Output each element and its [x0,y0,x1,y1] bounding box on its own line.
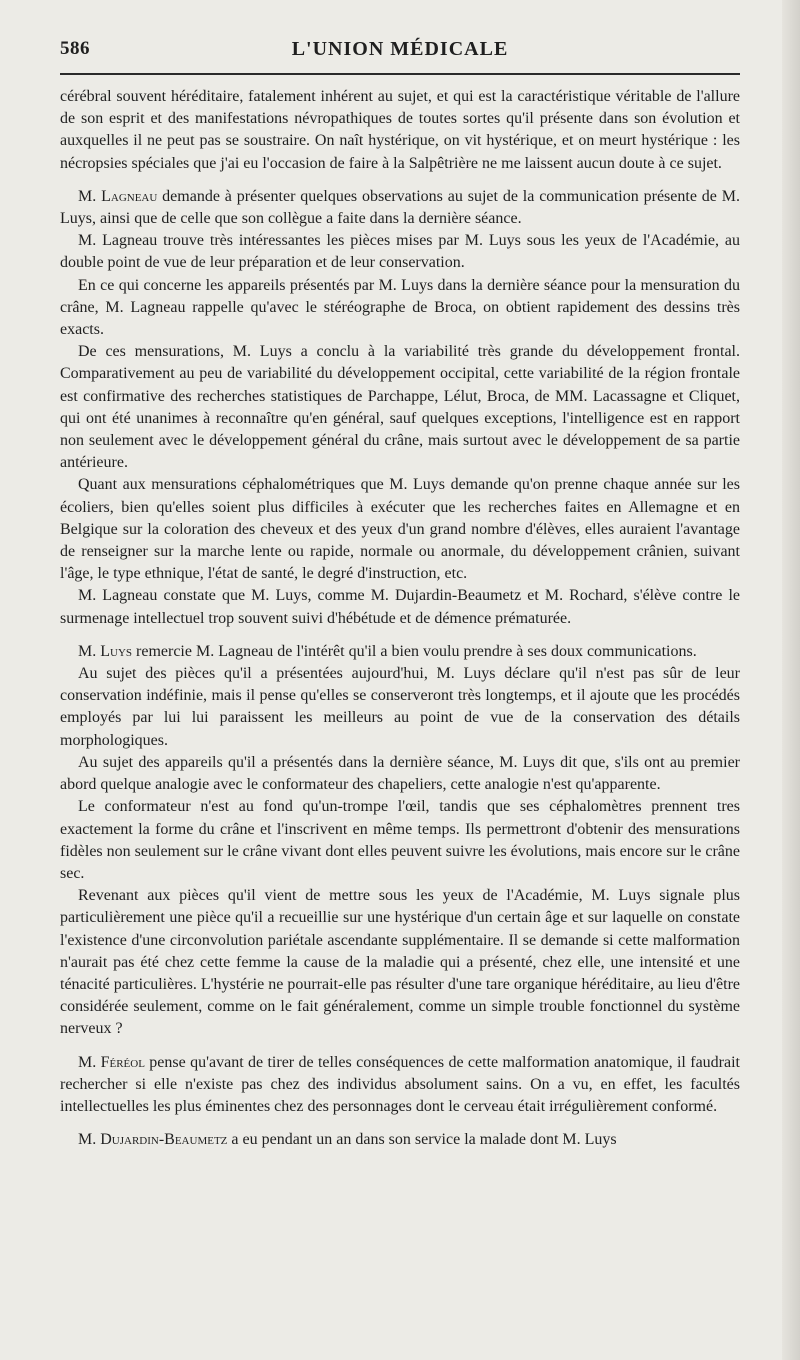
speaker-name: M. Luys [78,642,133,660]
speaker-name: M. Lagneau [78,187,158,205]
paragraph: M. Lagneau demande à présenter quelques observations au sujet de la communication présente de M. Luys, ainsi que de celle que son collègue a faite dans la dernière séance. [60,187,740,228]
header-rule [60,73,740,75]
paragraph: Au sujet des appareils qu'il a présentés dans la dernière séance, M. Luys dit que, s'ils ont au premier abord quelque analogie avec le conformateur des chapeliers, cette analogie n'est qu'apparente. [60,753,740,794]
page-header [60,38,740,68]
speaker-name: M. Dujardin-Beaumetz [78,1131,228,1149]
paragraph: Le conformateur n'est au fond qu'un-trompe l'œil, tandis que ses céphalomètres prennent tres exactement la forme du crâne et l'inscrivent en même temps. Ils permettront d'obtenir des mensurations fidèles non seulement sur le crâne vivant dont elles peuvent suivre les évolutions, mais encore sur le crâne sec. [60,798,740,882]
paragraph: M. Lagneau trouve très intéressantes les pièces mises par M. Luys sous les yeux de l'Académie, au double point de vue de leur préparation et de leur conservation. [60,232,740,272]
paragraph: cérébral souvent héréditaire, fatalement inhérent au sujet, et qui est la caractéristique véritable de l'allure de son esprit et des manifestations névropathiques de toutes sortes qu'il présente dans son évolution et auxquelles il ne peut pas se soustraire. On naît hystérique, on vit hystérique, et on meurt hystérique : les nécropsies spéciales que j'ai eu l'occasion de faire à la Salpêtrière ne me laissent aucun doute à ce sujet. [60,88,740,172]
running-title: L'UNION MÉDICALE [291,38,509,60]
paragraph: M. Lagneau constate que M. Luys, comme M. Dujardin-Beaumetz et M. Rochard, s'élève contre le surmenage intellectuel trop souvent suivi d'hébétude et de démence prématurée. [60,587,740,627]
paragraph: Revenant aux pièces qu'il vient de mettre sous les yeux de l'Académie, M. Luys signale plus particulièrement une pièce qu'il a recueillie sur une hystérique d'un certain âge et sur laquelle on constate l'existence d'une circonvolution pariétale ascendante supplémentaire. Il se demande si cette malformation n'aurait pas été chez cette femme la cause de la maladie qui a présenté, chez elle, une intensité et une ténacité particulières. L'hystérie ne pourrait-elle pas résulter d'une tare organique héréditaire, au lieu d'être considérée seulement, comme on le fait généralement, comme un simple trouble fonctionnel du système nerveux ? [60,887,740,1038]
page-number: 586 [60,38,90,59]
paragraph: Quant aux mensurations céphalométriques que M. Luys demande qu'on prenne chaque année sur les écoliers, bien qu'elles soient plus difficiles à exécuter que les recherches faites en Allemagne et en Belgique sur la coloration des cheveux et des yeux d'un grand nombre d'élèves, elles auraient l'avantage de renseigner sur la marche lente ou rapide, normale ou anormale, du développement crânien, suivant l'âge, le type ethnique, l'état de santé, le degré d'instruction, etc. [60,476,740,583]
paragraph: En ce qui concerne les appareils présentés par M. Luys dans la dernière séance pour la mensuration du crâne, M. Lagneau rappelle qu'avec le stéréographe de Broca, on obtient rapidement des dessins très exacts. [60,276,740,339]
speaker-name: M. Féréol [78,1053,145,1071]
paragraph: De ces mensurations, M. Luys a conclu à la variabilité très grande du développement frontal. Comparativement au peu de variabilité du développement occipital, cette variabilité de la région frontale est confirmative des recherches statistiques de Parchappe, Lélut, Broca, de MM. Lacassagne et Cliquet, qui ont été unanimes à reconnaître qu'en général, sauf quelques exceptions, l'intelligence est en rapport non seulement avec le développement général du crâne, mais surtout avec le développement de sa partie antérieure. [60,343,740,472]
paragraph: M. Luys remercie M. Lagneau de l'intérêt qu'il a bien voulu prendre à ses doux communications. [78,642,697,660]
body-text [60,86,740,1151]
paragraph: M. Dujardin-Beaumetz a eu pendant un an dans son service la malade dont M. Luys [78,1131,617,1149]
page-gutter-shadow [782,0,800,1360]
paragraph: M. Féréol pense qu'avant de tirer de telles conséquences de cette malformation anatomique, il faudrait rechercher si elle n'existe pas chez des individus absolument sains. On a vu, en effet, les facultés intellectuelles les plus éminentes chez des personnages dont le cerveau était irrégulièrement conformé. [60,1053,740,1115]
paragraph: Au sujet des pièces qu'il a présentées aujourd'hui, M. Luys déclare qu'il n'est pas sûr de leur conservation indéfinie, mais il pense qu'elles se conserveront très longtemps, et il ajoute que les procédés employés par lui lui paraissent les meilleurs au point de vue de la conservation des détails morphologiques. [60,665,740,749]
